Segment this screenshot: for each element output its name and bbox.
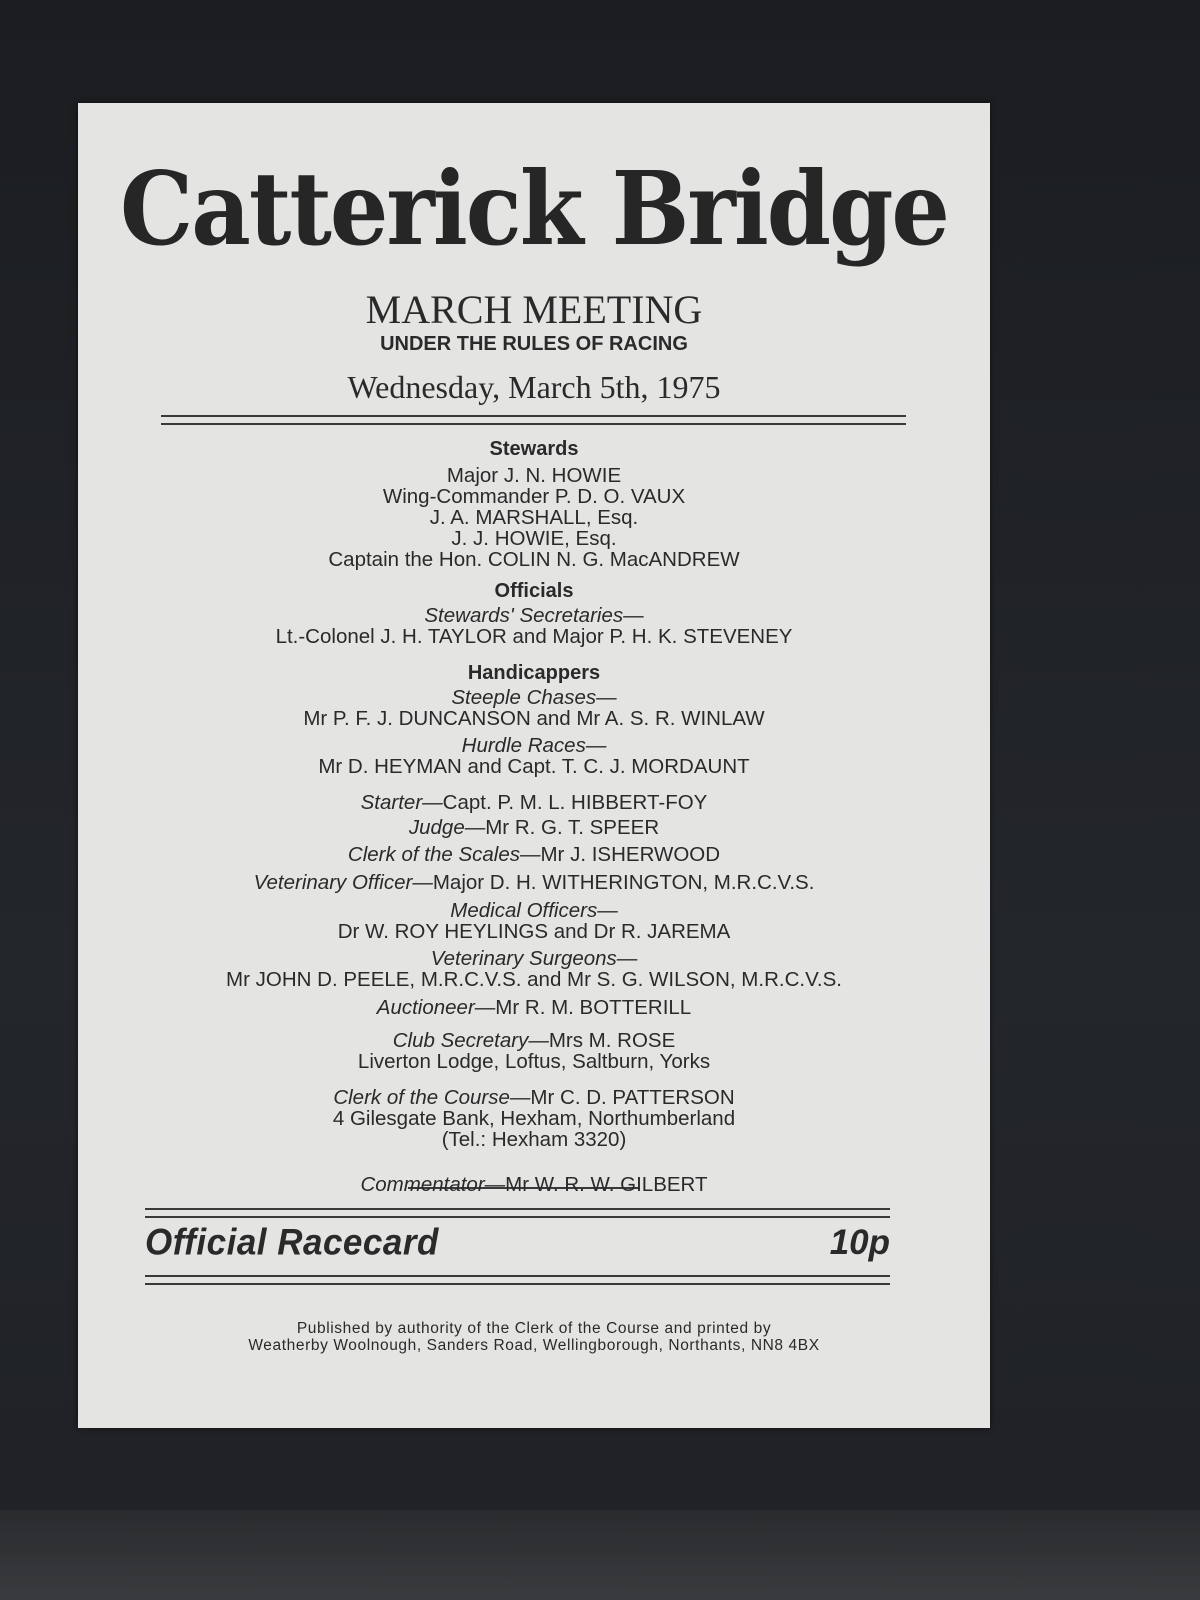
- clerk-course-name: Mr C. D. PATTERSON: [530, 1086, 735, 1109]
- vet-surgeons-section: [78, 948, 990, 990]
- vet-surgeons-names: Mr JOHN D. PEELE, M.R.C.V.S. and Mr S. G. WILSON, M.R.C.V.S.: [226, 968, 842, 991]
- commentator-name: Mr W. R. W. GILBERT: [505, 1173, 708, 1196]
- steward-name: Wing-Commander P. D. O. VAUX: [382, 485, 686, 508]
- medical-section: [78, 900, 990, 942]
- club-secretary-address: Liverton Lodge, Loftus, Saltburn, Yorks: [357, 1050, 711, 1073]
- top-divider: [161, 415, 906, 425]
- steeple-names: Mr P. F. J. DUNCANSON and Mr A. S. R. WINLAW: [303, 707, 765, 730]
- judge-role: Judge—: [408, 816, 486, 839]
- club-secretary-name: Mrs M. ROSE: [548, 1029, 676, 1052]
- steeple-role: Steeple Chases—: [451, 686, 617, 709]
- commentator-role: Commentator—: [360, 1173, 506, 1196]
- clerk-course-address: 4 Gilesgate Bank, Hexham, Northumberland: [332, 1107, 736, 1130]
- medical-names: Dr W. ROY HEYLINGS and Dr R. JAREMA: [337, 920, 731, 943]
- clerk-course-line: [78, 1087, 990, 1108]
- vet-officer-line: [78, 872, 990, 893]
- vet-officer-role: Veterinary Officer—: [253, 871, 433, 894]
- secretaries-role: Stewards' Secretaries—: [424, 604, 644, 627]
- handicappers-section: [78, 661, 990, 777]
- clerk-course-role: Clerk of the Course—: [333, 1086, 531, 1109]
- judge-line: [78, 817, 990, 838]
- official-racecard-label: Official Racecard: [145, 1222, 439, 1263]
- price-label: 10p: [829, 1223, 890, 1262]
- racecard-title: Catterick Bridge: [120, 149, 948, 269]
- steward-name: J. J. HOWIE, Esq.: [451, 527, 617, 550]
- clerk-course-section: [78, 1087, 990, 1150]
- stewards-heading: Stewards: [489, 438, 579, 460]
- clerk-scales-name: Mr J. ISHERWOOD: [540, 843, 721, 866]
- publisher-line-2: Weatherby Woolnough, Sanders Road, Wellingborough, Northants, NN8 4BX: [248, 1337, 820, 1354]
- starter-name: Capt. P. M. L. HIBBERT-FOY: [442, 791, 708, 814]
- rules-subtitle: UNDER THE RULES OF RACING: [380, 333, 688, 355]
- steward-name: J. A. MARSHALL, Esq.: [429, 506, 639, 529]
- club-secretary-section: [78, 1030, 990, 1072]
- handicappers-heading: Handicappers: [467, 662, 601, 684]
- hurdle-role: Hurdle Races—: [461, 734, 607, 757]
- steward-name: Major J. N. HOWIE: [446, 464, 622, 487]
- officials-section: [78, 579, 990, 647]
- starter-role: Starter—: [360, 791, 443, 814]
- starter-line: [78, 792, 990, 813]
- meeting-date: Wednesday, March 5th, 1975: [347, 369, 721, 405]
- footer-bottom-divider: [145, 1275, 890, 1285]
- hurdle-names: Mr D. HEYMAN and Capt. T. C. J. MORDAUNT: [318, 755, 750, 778]
- clerk-course-tel: (Tel.: Hexham 3320): [441, 1128, 627, 1151]
- club-secretary-line: [78, 1030, 990, 1051]
- medical-role: Medical Officers—: [450, 899, 618, 922]
- table-surface: [0, 1510, 1200, 1600]
- racecard: [78, 103, 990, 1428]
- club-secretary-role: Club Secretary—: [392, 1029, 549, 1052]
- auctioneer-name: Mr R. M. BOTTERILL: [495, 996, 692, 1019]
- vet-surgeons-role: Veterinary Surgeons—: [430, 947, 638, 970]
- commentator-line: [78, 1174, 990, 1195]
- publisher-note: [78, 1320, 990, 1354]
- auctioneer-line: [78, 997, 990, 1018]
- publisher-line-1: Published by authority of the Clerk of the Course and printed by: [296, 1320, 772, 1337]
- officials-heading: Officials: [494, 580, 574, 602]
- meeting-name: MARCH MEETING: [365, 287, 703, 332]
- judge-name: Mr R. G. T. SPEER: [485, 816, 660, 839]
- steward-name: Captain the Hon. COLIN N. G. MacANDREW: [328, 548, 740, 571]
- clerk-scales-role: Clerk of the Scales—: [347, 843, 541, 866]
- footer-top-divider: [145, 1208, 890, 1218]
- stewards-section: [78, 437, 990, 570]
- vet-officer-name: Major D. H. WITHERINGTON, M.R.C.V.S.: [432, 871, 815, 894]
- clerk-scales-line: [78, 844, 990, 865]
- secretaries-names: Lt.-Colonel J. H. TAYLOR and Major P. H. K. STEVENEY: [275, 625, 793, 648]
- auctioneer-role: Auctioneer—: [376, 996, 496, 1019]
